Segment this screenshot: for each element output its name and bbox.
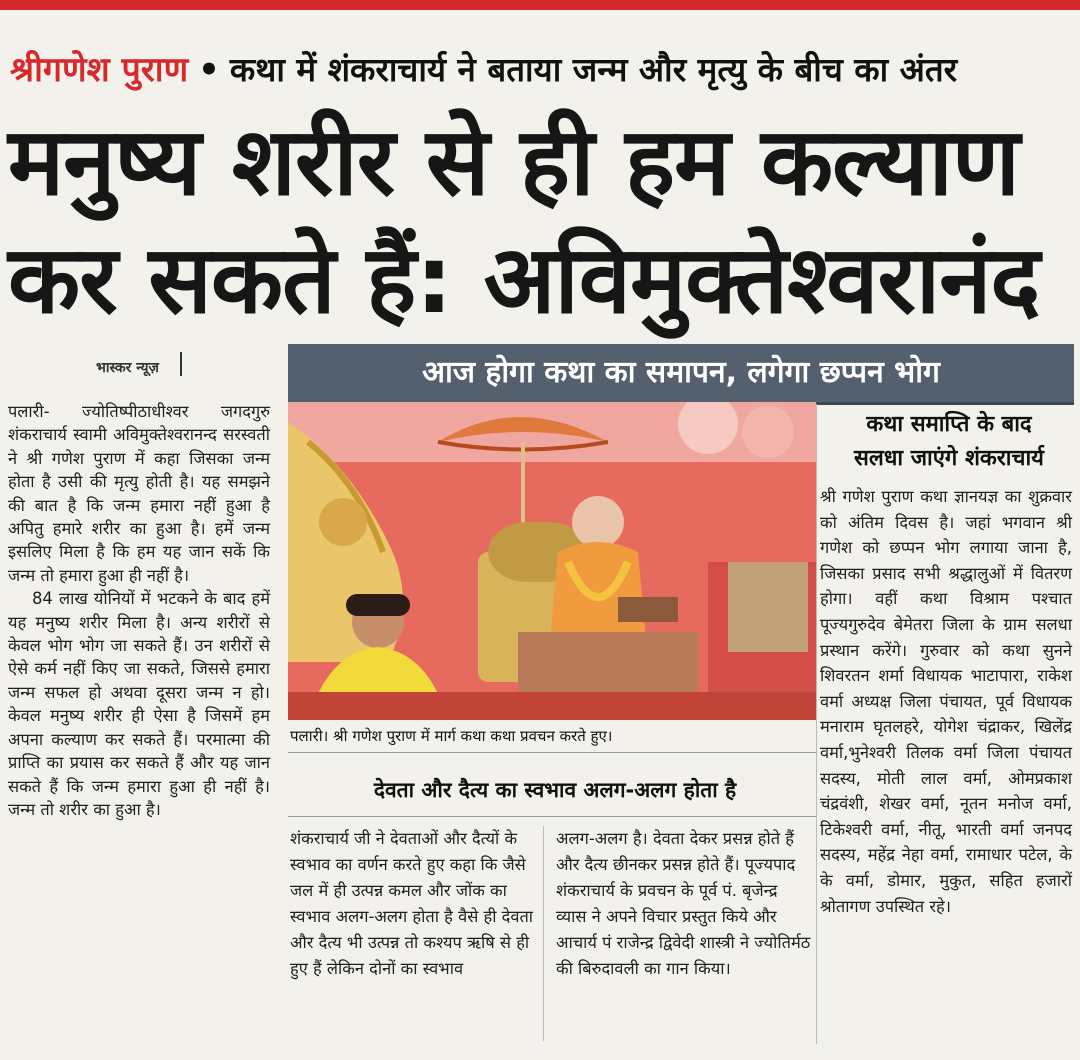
photo-illustration [288, 402, 816, 720]
top-red-rule [0, 0, 1080, 10]
subsection-rule [288, 816, 816, 817]
kicker-line [10, 44, 1070, 96]
subsection-column-b: अलग-अलग है। देवता देकर प्रसन्न होते हैं और दैत्य छीनकर प्रसन्न होते हैं। पूज्यपाद शंकराचार्य के प्रवचन के पूर्व पं. बृजेन्द्र व्यास ने अपने विचार प्रस्तुत किये और आचार्य पं राजेन्द्र द्विवेदी शास्त्री ने ज्योतिर्मठ की बिरुदावली का गान किया। [556, 829, 811, 978]
sidebar-heading [820, 408, 1078, 476]
sidebar-body: श्री गणेश पुराण कथा ज्ञानयज्ञ का शुक्रवार को अंतिम दिवस है। जहां भगवान श्री गणेश को छप्पन भोग लगाया जाना है, जिसका प्रसाद सभी श्रद्धालुओं में वितरण होगा। वहीं कथा विश्राम पश्चात पूज्यगुरुदेव बेमेतरा जिला के ग्राम सलधा प्रस्थान करेंगे। गुरुवार को कथा सुनने शिवरतन शर्मा विधायक भाटापारा, राकेश वर्मा अध्यक्ष जिला पंचायत, पूर्व विधायक मनाराम घृतलहरे, योगेश चंद्राकर, खिलेंद्र वर्मा,भुनेश्वरी तिलक वर्मा जिला पंचायत सदस्य, मोती लाल वर्मा, ओमप्रकाश चंद्रवंशी, शेखर वर्मा, नूतन मनोज वर्मा, टिकेश्वरी वर्मा, नीतू, भारती वर्मा जनपद सदस्य, महेंद्र नेहा वर्मा, रामाधार पटेल, के के वर्मा, डोमार, मुकुत, सहित हजारों श्रोतागण उपस्थित रहे। [820, 487, 1072, 916]
subsection-heading: देवता और दैत्य का स्वभाव अलग-अलग होता है [373, 778, 737, 802]
sidebar-heading-line-1: कथा समाप्ति के बाद [866, 412, 1032, 437]
kicker-subtitle: कथा में शंकराचार्य ने बताया जन्म और मृत्यु के बीच का अंतर [229, 50, 958, 89]
sidebar-divider [816, 404, 817, 1044]
news-credit: भास्कर न्यूज़ [96, 360, 159, 376]
subsection-column-a: शंकराचार्य जी ने देवताओं और दैत्यों के स्वभाव का वर्णन करते हुए कहा कि जैसे जल में ही उत्पन्न कमल और जोंक का स्वभाव अलग-अलग होता है वैसे ही देवता और दैत्य भी उत्पन्न तो कश्यप ऋषि से ही हुए हैं लेकिन दोनों का स्वभाव [290, 829, 534, 978]
article-paragraph-1: पलारी- ज्योतिष्पीठाधीश्वर जगदगुरु शंकराचार्य स्वामी अविमुक्तेश्वरानन्द सरस्वती ने श्री गणेश पुराण में कहा जिसका जन्म होता है उसी की मृत्यु होती है। यह समझने की बात है कि जन्म हमारा नहीं हुआ है अपितु हमारे शरीर का हुआ है। हमें जन्म इसलिए मिला है कि हम यह जान सकें कि जन्म तो हमारा हुआ ही नहीं है। [8, 402, 270, 585]
sidebar-heading-line-2: सलधा जाएंगे शंकराचार्य [854, 446, 1044, 471]
main-article-column [8, 400, 270, 821]
headline [8, 104, 1074, 340]
headline-line-1: मनुष्य शरीर से ही हम कल्याण [8, 108, 1019, 217]
event-photo [288, 402, 816, 720]
article-paragraph-2: 84 लाख योनियों में भटकने के बाद हमें यह मनुष्य शरीर मिला है। अन्य शरीरों से केवल भोग भोग जा सकते हैं। उन शरीरों से ऐसे कर्म नहीं किए जा सकते, जिससे हमारा जन्म सफल हो अथवा दूसरा जन्म न हो। केवल मनुष्य शरीर ही ऐसा है जिसमें हम अपना कल्याण कर सकते हैं। परमात्मा की प्राप्ति का प्रयास कर सकते हैं और यह जान सकते हैं कि जन्म हमारा हुआ ही नहीं है। जन्म तो शरीर का हुआ है। [8, 589, 270, 819]
kicker-separator: • [198, 50, 220, 90]
subsection-column-divider [543, 826, 544, 1041]
caption-rule [288, 752, 816, 753]
kicker-lead: श्रीगणेश पुराण [10, 50, 189, 90]
photo-caption: पलारी। श्री गणेश पुराण में मार्ग कथा कथा प्रवचन करते हुए। [290, 727, 613, 745]
section-banner [288, 344, 1074, 405]
credit-divider [180, 352, 182, 376]
headline-line-2: कर सकते हैं: अविमुक्तेश्वरानंद [8, 226, 1040, 335]
banner-text: आज होगा कथा का समापन, लगेगा छप्पन भोग [422, 355, 940, 390]
